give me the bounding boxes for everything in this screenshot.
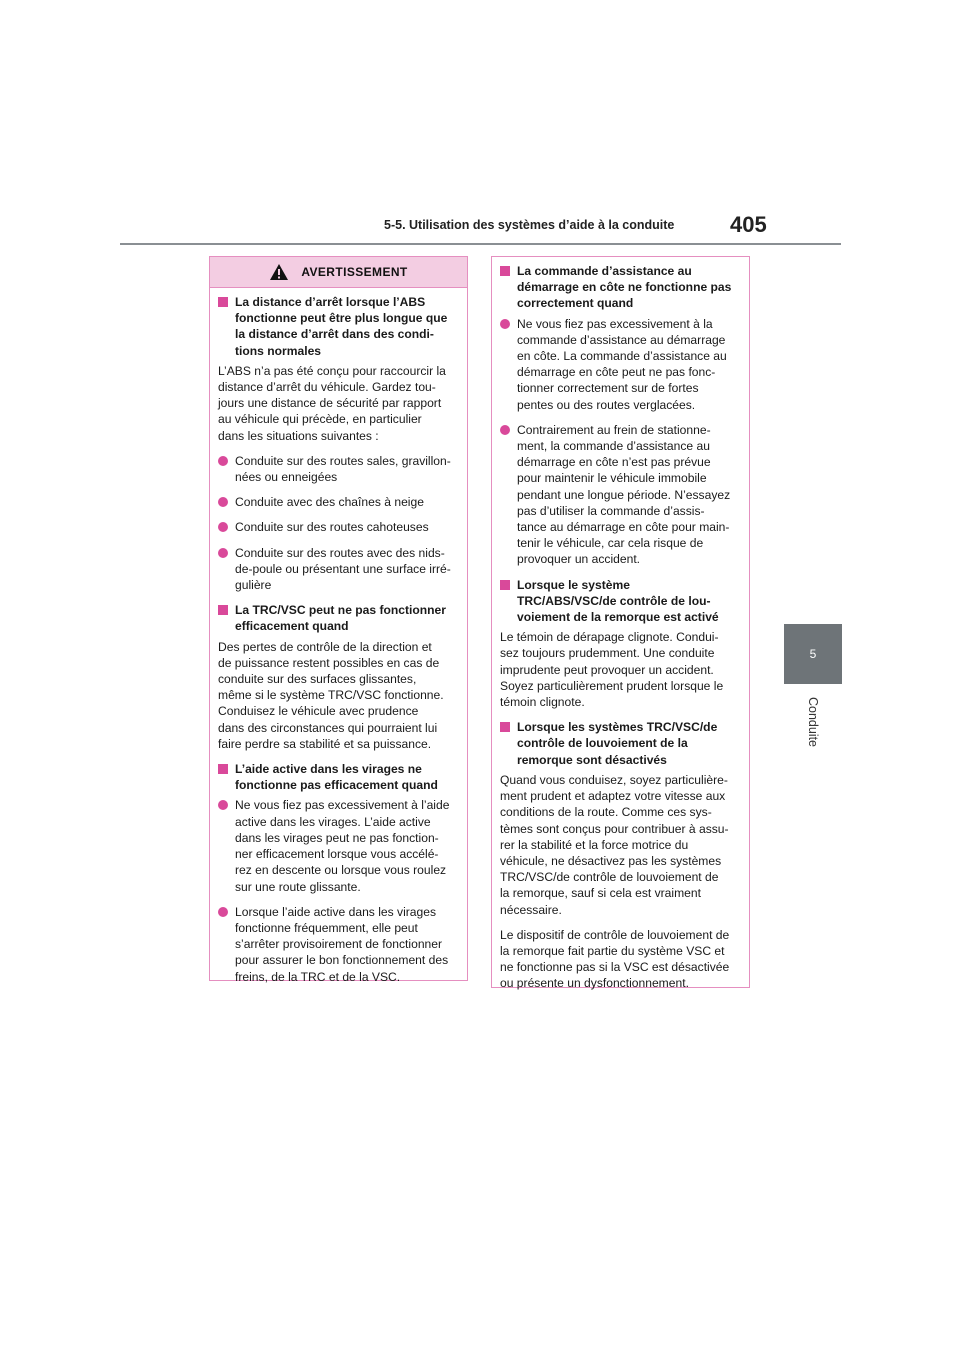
text-line: gulière — [235, 578, 272, 593]
text-line: TRC/ABS/VSC/de contrôle de lou- — [517, 593, 711, 608]
section-heading — [218, 294, 459, 359]
text-line: ment prudent et adaptez votre vitesse aux — [500, 789, 726, 804]
text-line: Contrairement au frein de stationne- — [517, 422, 711, 437]
text-line: la remorque, sauf si cela est vraiment — [500, 886, 701, 901]
text-line: faire perdre sa stabilité et sa puissance. — [218, 736, 432, 751]
text-line: Lorsque l’aide active dans les virages — [235, 904, 437, 919]
warning-header — [210, 257, 467, 288]
text-line: la remorque fait partie du système VSC et — [500, 943, 725, 958]
text-line: démarrage en côte n’est pas prévue — [517, 455, 711, 470]
text-line: tèmes sont conçus pour contribuer à assu- — [500, 821, 729, 836]
text-line: pas d’utiliser la commande d’assis- — [517, 503, 705, 518]
text-line: active dans les virages. L’aide active — [235, 814, 431, 829]
text-line: nées ou enneigées — [235, 470, 338, 485]
text-line: Des pertes de contrôle de la direction et — [218, 639, 432, 654]
text-line: La TRC/VSC peut ne pas fonctionner — [235, 603, 446, 618]
text-line: efficacement quand — [235, 619, 349, 634]
text-line: s’arrêter provisoirement de fonctionner — [235, 937, 443, 952]
text-line: fonctionne fréquemment, elle peut — [235, 920, 418, 935]
section-heading — [500, 263, 741, 312]
text-line: tions normales — [235, 343, 322, 358]
text-line: pentes ou des routes verglacées. — [517, 397, 696, 412]
text-line: Soyez particulièrement prudent lorsque le — [500, 678, 724, 693]
warning-triangle-icon — [269, 263, 289, 281]
text-line: freins, de la TRC et de la VSC. — [235, 969, 401, 984]
text-line: ne fonctionne pas si la VSC est désactivée — [500, 960, 730, 975]
paragraph — [500, 629, 741, 710]
bullet-item — [500, 316, 741, 413]
text-line: démarrage en côte peut ne pas fonc- — [517, 365, 716, 380]
text-line: ou présente un dysfonctionnement. — [500, 976, 689, 991]
text-line: La distance d’arrêt lorsque l’ABS — [235, 295, 426, 309]
text-line: Le témoin de dérapage clignote. Condui- — [500, 630, 719, 645]
bullet-item — [218, 519, 459, 535]
text-line: ment, la commande d’assistance au — [517, 439, 710, 454]
text-line: commande d’assistance au démarrage — [517, 332, 726, 347]
bullet-item — [218, 494, 459, 510]
text-line: sur une route glissante. — [235, 879, 361, 894]
text-line: témoin clignote. — [500, 695, 585, 710]
text-line: fonctionne peut être plus longue que — [235, 311, 448, 326]
text-line: nécessaire. — [500, 902, 562, 917]
bullet-item — [218, 545, 459, 594]
text-line: ner efficacement lorsque vous accélé- — [235, 847, 439, 862]
text-line: de puissance restent possibles en cas de — [218, 655, 440, 670]
text-line: la distance d’arrêt dans des condi- — [235, 327, 434, 342]
paragraph — [218, 363, 459, 444]
text-line: correctement quand — [517, 296, 634, 311]
text-line: dans les virages peut ne pas fonction- — [235, 830, 439, 845]
text-line: remorque sont désactivés — [517, 752, 667, 767]
text-line: dans les situations suivantes : — [218, 428, 379, 443]
chapter-label-text: Conduite — [805, 696, 820, 748]
text-line: Conduite sur des routes cahoteuses — [235, 520, 429, 535]
text-line: Lorsque les systèmes TRC/VSC/de — [517, 720, 718, 735]
header-divider — [120, 243, 841, 245]
text-line: tionner correctement sur de fortes — [517, 381, 699, 396]
text-line: Ne vous fiez pas excessivement à la — [517, 316, 713, 331]
warning-content-right — [492, 257, 749, 992]
text-line: véhicule, ne désactivez pas les systèmes — [500, 853, 722, 868]
text-line: Conduite sur des routes avec des nids- — [235, 545, 445, 560]
text-line: L’aide active dans les virages ne — [235, 762, 422, 777]
section-heading — [500, 577, 741, 626]
text-line: tenir le véhicule, car cela risque de — [517, 536, 704, 551]
text-line: de-poule ou présentant une surface irré- — [235, 561, 451, 576]
bullet-item — [218, 904, 459, 985]
chapter-label — [784, 692, 842, 752]
text-line: conduite sur des surfaces glissantes, — [218, 672, 417, 687]
text-line: contrôle de louvoiement de la — [517, 736, 688, 751]
text-line: démarrage en côte ne fonctionne pas — [517, 280, 732, 295]
text-line: pour assurer le bon fonctionnement des — [235, 953, 449, 968]
section-heading — [218, 761, 459, 793]
text-line: Conduite avec des chaînes à neige — [235, 495, 424, 510]
text-line: conditions de la route. Comme ces sys- — [500, 805, 712, 820]
section-heading — [500, 719, 741, 768]
text-line: La commande d’assistance au — [517, 264, 692, 278]
text-line: au véhicule qui précède, en particulier — [218, 412, 422, 427]
text-line: même si le système TRC/VSC fonctionne. — [218, 688, 444, 703]
text-line: Conduite sur des routes sales, gravillon- — [235, 453, 451, 468]
chapter-tab — [784, 624, 842, 684]
text-line: Ne vous fiez pas excessivement à l’aide — [235, 798, 450, 813]
text-line: imprudente peut provoquer un accident. — [500, 662, 714, 677]
bullet-item — [218, 797, 459, 894]
text-line: pendant une longue période. N’essayez — [517, 487, 731, 502]
warning-content-left — [210, 288, 467, 985]
text-line: provoquer un accident. — [517, 552, 641, 567]
text-line: L’ABS n’a pas été conçu pour raccourcir la — [218, 363, 446, 378]
text-line: dans des circonstances qui pourraient lui — [218, 720, 438, 735]
warning-box-left — [209, 256, 468, 984]
bullet-item — [218, 453, 459, 485]
text-line: Lorsque le système — [517, 577, 630, 592]
page-number: 405 — [730, 212, 767, 237]
text-line: rez en descente ou lorsque vous roulez — [235, 863, 447, 878]
bullet-item — [500, 422, 741, 568]
text-line: fonctionne pas efficacement quand — [235, 778, 438, 793]
text-line: rer la stabilité et la force motrice du — [500, 837, 689, 852]
warning-title: AVERTISSEMENT — [301, 265, 408, 279]
text-line: voiement de la remorque est activé — [517, 610, 719, 625]
paragraph — [500, 927, 741, 992]
paragraph — [218, 639, 459, 752]
text-line: pour maintenir le véhicule immobile — [517, 471, 707, 486]
warning-box-right — [491, 256, 750, 991]
paragraph — [500, 772, 741, 918]
text-line: distance d’arrêt du véhicule. Gardez tou- — [218, 380, 436, 395]
text-line: TRC/VSC/de contrôle de louvoiement de — [500, 870, 719, 885]
text-line: tance au démarrage en côte pour main- — [517, 520, 730, 535]
text-line: Le dispositif de contrôle de louvoiement de — [500, 927, 730, 942]
text-line: Conduisez le véhicule avec prudence — [218, 704, 419, 719]
text-line: sez toujours prudemment. Une conduite — [500, 646, 715, 661]
text-line: en côte. La commande d’assistance au — [517, 349, 727, 364]
text-line: Quand vous conduisez, soyez particulière- — [500, 772, 728, 787]
section-title: 5-5. Utilisation des systèmes d’aide à la conduite — [384, 218, 675, 232]
text-line: jours une distance de sécurité par rapport — [218, 396, 442, 411]
chapter-number: 5 — [809, 647, 817, 661]
section-heading — [218, 602, 459, 634]
